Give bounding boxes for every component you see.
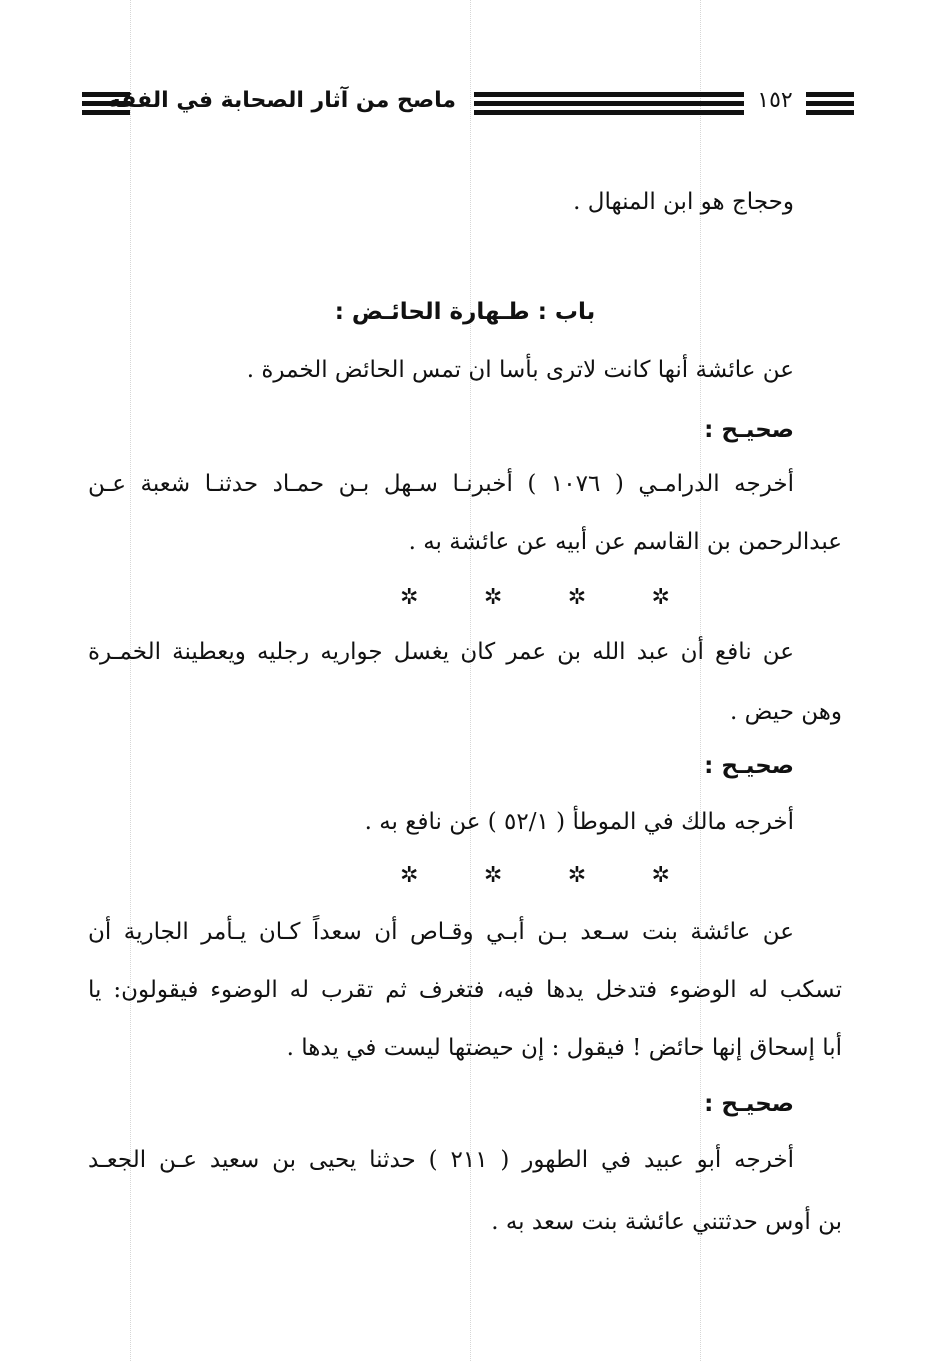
text-line: أبا إسحاق إنها حائض ! فيقول : إن حيضتها ليست في يدها . (286, 1035, 842, 1061)
hadith-grade: صحيـح : (704, 1091, 794, 1117)
star-ornament-icon: ✲ (483, 862, 503, 888)
star-ornament-icon: ✲ (567, 862, 587, 888)
header-rule-middle (474, 92, 744, 119)
text-line: أخرجه الدرامـي ( ١٠٧٦ ) أخبرنـا سـهل بـن حمـاد حدثنـا شعبة عـن (88, 471, 795, 497)
running-title: ماصح من آثار الصحابة في الفقه (107, 88, 456, 113)
text-line: أخرجه أبو عبيد في الطهور ( ٢١١ ) حدثنا يحيى بن سعيد عـن الجعـد (88, 1147, 794, 1173)
section-separator (400, 860, 670, 890)
star-ornament-icon: ✲ (483, 584, 503, 610)
text-line: وهن حيض . (729, 699, 842, 725)
text-line: وحجاج هو ابن المنهال . (573, 189, 794, 215)
hadith-grade: صحيـح : (704, 753, 794, 779)
star-ornament-icon: ✲ (651, 584, 670, 610)
star-ornament-icon: ✲ (567, 584, 587, 610)
text-line: عن نافع أن عبد الله بن عمر كان يغسل جواريه رجليه ويعطينة الخمـرة (88, 639, 794, 665)
section-separator (400, 582, 670, 612)
text-line: بن أوس حدثتني عائشة بنت سعد به . (491, 1209, 842, 1235)
star-ornament-icon: ✲ (400, 862, 419, 888)
text-line: عبدالرحمن بن القاسم عن أبيه عن عائشة به . (408, 529, 842, 555)
text-line: عن عائشة بنت سـعد بـن أبـي وقـاص أن سعداً كـان يـأمر الجارية أن (88, 919, 794, 945)
text-line: عن عائشة أنها كانت لاترى بأسا ان تمس الحائض الخمرة . (246, 357, 794, 383)
star-ornament-icon: ✲ (400, 584, 419, 610)
text-line: تسكب له الوضوء فتدخل يدها فيه، فتغرف ثم تقرب له الوضوء فيقولون: يا (88, 977, 842, 1003)
text-line: أخرجه مالك في الموطأ ( ٥٢/١ ) عن نافع به . (364, 809, 794, 835)
star-ornament-icon: ✲ (651, 862, 670, 888)
hadith-grade: صحيـح : (704, 417, 794, 443)
page-header (82, 86, 854, 122)
header-rule-right (806, 92, 854, 119)
page-number: ١٥٢ (757, 88, 793, 113)
section-title: باب : طـهارة الحائـض : (334, 299, 596, 325)
